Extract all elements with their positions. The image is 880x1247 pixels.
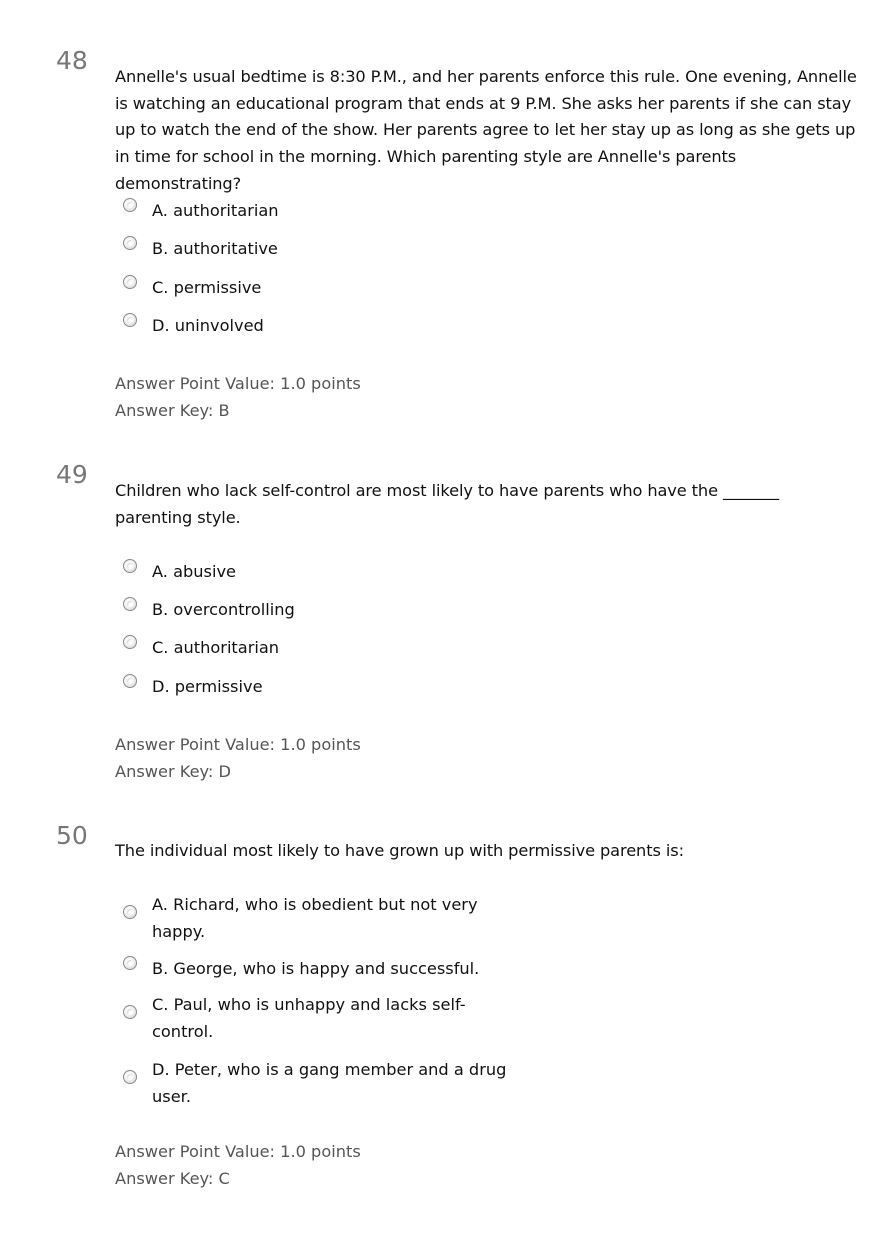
option-d[interactable] [123,1057,513,1110]
radio-button-icon[interactable] [123,674,137,688]
option-b[interactable] [123,956,503,983]
radio-button-icon[interactable] [123,313,137,327]
option-c[interactable] [123,992,483,1045]
option-label[interactable]: C. permissive [152,278,262,297]
radio-button-icon[interactable] [123,198,137,212]
radio-button-icon[interactable] [123,1005,137,1019]
option-label[interactable]: A. authoritarian [152,201,279,220]
option-a[interactable] [123,892,483,945]
answer-key: Answer Key: B [115,401,230,420]
option-a[interactable] [123,559,523,586]
question-number: 49 [56,460,88,489]
option-b[interactable] [123,597,523,624]
answer-point-value: Answer Point Value: 1.0 points [115,1142,361,1161]
option-b[interactable] [123,236,523,263]
option-c[interactable] [123,635,523,662]
option-a[interactable] [123,198,523,225]
option-label[interactable]: B. George, who is happy and successful. [152,959,480,978]
option-label[interactable]: C. Paul, who is unhappy and lacks self-control. [152,995,466,1041]
answer-key: Answer Key: C [115,1169,230,1188]
option-label[interactable]: A. abusive [152,562,237,581]
radio-button-icon[interactable] [123,905,137,919]
option-label[interactable]: D. Peter, who is a gang member and a drug user. [152,1060,507,1106]
radio-button-icon[interactable] [123,1070,137,1084]
question-text: Annelle's usual bedtime is 8:30 P.M., and her parents enforce this rule. One evening, Annelle is watching an educational program that ends at 9 P.M. She asks her parents if she can stay up to watch the end of the show. Her parents agree to let her stay up as long as she gets up in time for school in the morning. Which parenting style are Annelle's parents demonstrating? [115,67,857,193]
question-text: Children who lack self-control are most likely to have parents who have the _______ parenting style. [115,481,779,527]
answer-point-value: Answer Point Value: 1.0 points [115,735,361,754]
option-label[interactable]: D. permissive [152,677,263,696]
option-label[interactable]: B. authoritative [152,239,278,258]
radio-button-icon[interactable] [123,956,137,970]
radio-button-icon[interactable] [123,236,137,250]
option-label[interactable]: C. authoritarian [152,638,280,657]
option-c[interactable] [123,275,523,302]
question-number: 50 [56,821,88,850]
option-label[interactable]: B. overcontrolling [152,600,295,619]
option-d[interactable] [123,313,523,340]
option-label[interactable]: A. Richard, who is obedient but not very happy. [152,895,478,941]
answer-point-value: Answer Point Value: 1.0 points [115,374,361,393]
option-label[interactable]: D. uninvolved [152,316,264,335]
answer-key: Answer Key: D [115,762,231,781]
option-d[interactable] [123,674,523,701]
question-text: The individual most likely to have grown up with permissive parents is: [115,841,684,860]
radio-button-icon[interactable] [123,275,137,289]
radio-button-icon[interactable] [123,597,137,611]
question-number: 48 [56,46,88,75]
radio-button-icon[interactable] [123,559,137,573]
radio-button-icon[interactable] [123,635,137,649]
